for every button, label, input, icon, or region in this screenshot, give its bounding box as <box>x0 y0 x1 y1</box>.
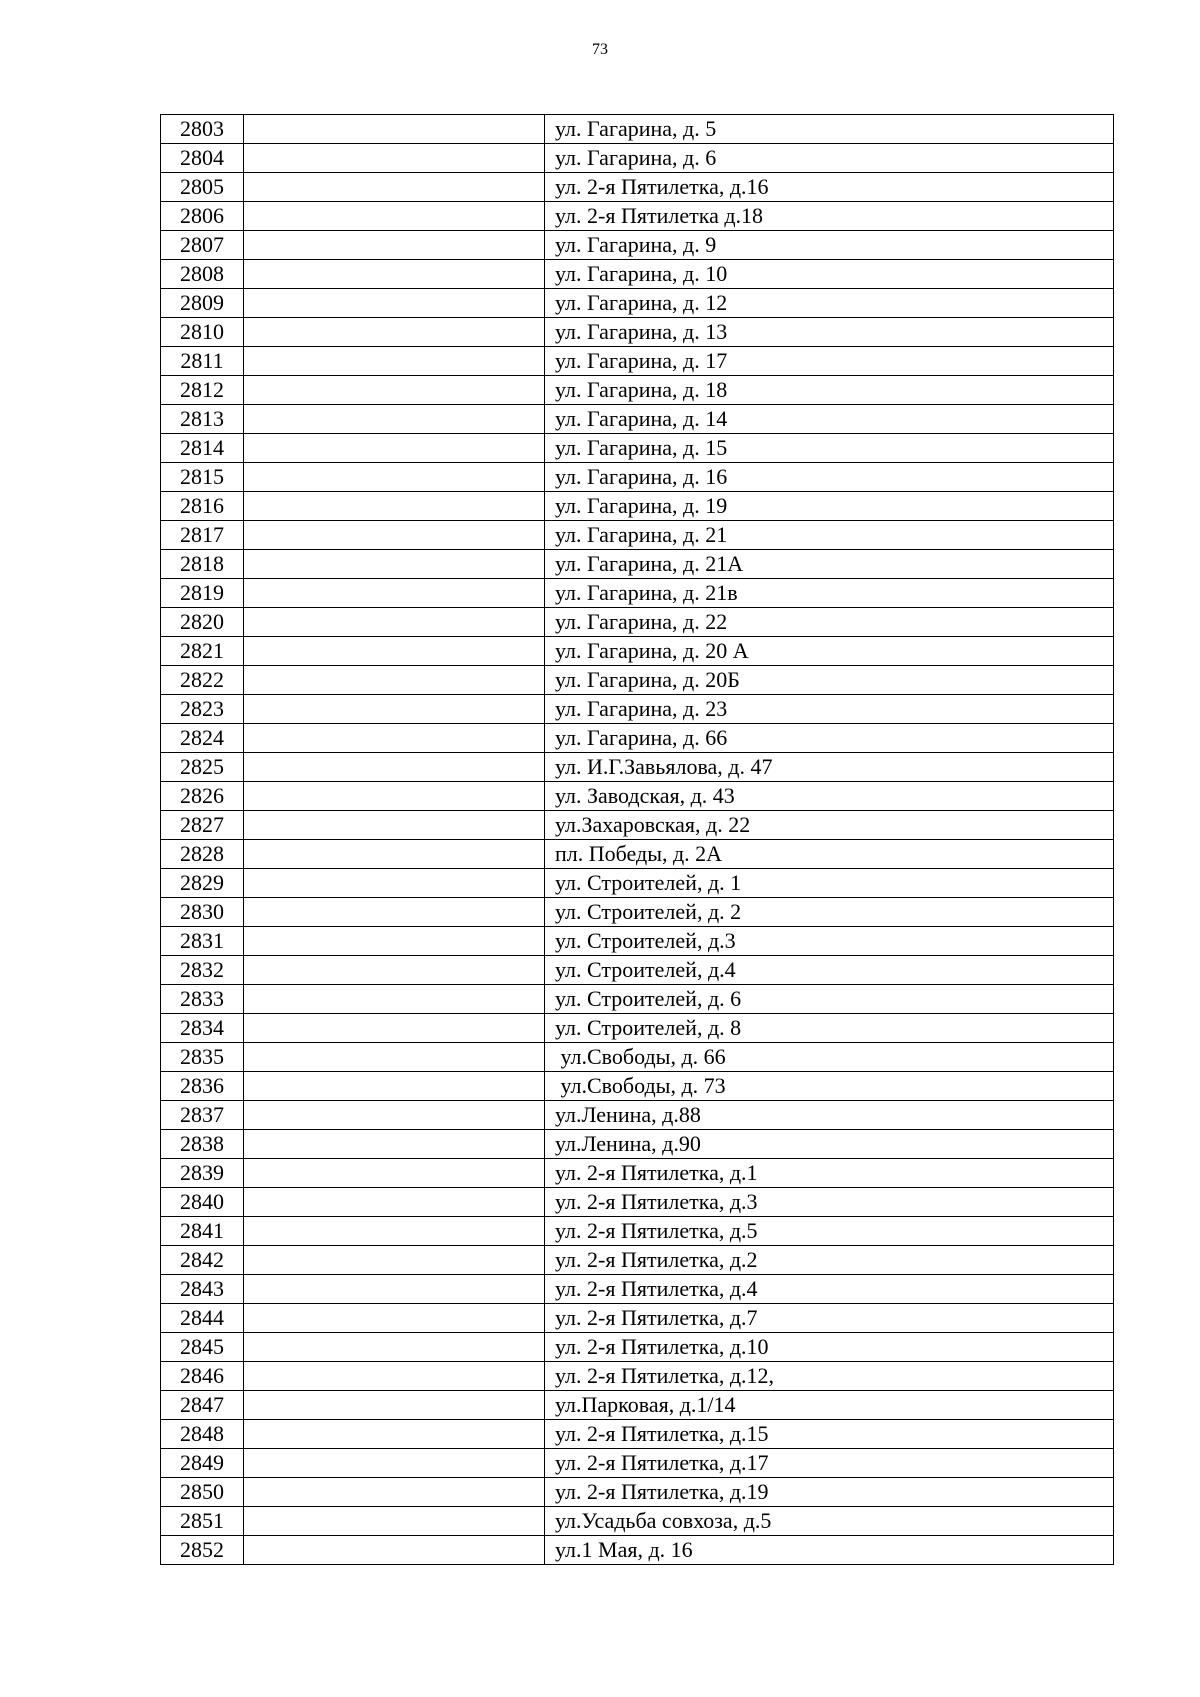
address-cell: ул. 2-я Пятилетка, д.17 <box>545 1449 1114 1478</box>
address-cell: ул. Строителей, д. 8 <box>545 1014 1114 1043</box>
row-number-cell: 2814 <box>161 434 244 463</box>
table-row <box>161 1246 1114 1275</box>
table-row <box>161 405 1114 434</box>
empty-cell <box>244 231 545 260</box>
row-number-cell: 2810 <box>161 318 244 347</box>
empty-cell <box>244 1304 545 1333</box>
table-row <box>161 695 1114 724</box>
table-row <box>161 521 1114 550</box>
address-cell: ул. Гагарина, д. 13 <box>545 318 1114 347</box>
address-cell: ул. 2-я Пятилетка, д.2 <box>545 1246 1114 1275</box>
address-cell: пл. Победы, д. 2А <box>545 840 1114 869</box>
address-cell: ул. Гагарина, д. 16 <box>545 463 1114 492</box>
address-cell: ул. Гагарина, д. 21в <box>545 579 1114 608</box>
empty-cell <box>244 260 545 289</box>
table-row <box>161 202 1114 231</box>
address-cell: ул. Строителей, д.4 <box>545 956 1114 985</box>
row-number-cell: 2842 <box>161 1246 244 1275</box>
row-number-cell: 2840 <box>161 1188 244 1217</box>
address-cell: ул. И.Г.Завьялова, д. 47 <box>545 753 1114 782</box>
table-row <box>161 1449 1114 1478</box>
address-cell: ул. Строителей, д. 1 <box>545 869 1114 898</box>
address-cell: ул. 2-я Пятилетка, д.7 <box>545 1304 1114 1333</box>
table-row <box>161 608 1114 637</box>
row-number-cell: 2841 <box>161 1217 244 1246</box>
empty-cell <box>244 1275 545 1304</box>
empty-cell <box>244 1072 545 1101</box>
row-number-cell: 2826 <box>161 782 244 811</box>
table-row <box>161 1217 1114 1246</box>
row-number-cell: 2846 <box>161 1362 244 1391</box>
row-number-cell: 2839 <box>161 1159 244 1188</box>
row-number-cell: 2822 <box>161 666 244 695</box>
address-cell: ул. Гагарина, д. 9 <box>545 231 1114 260</box>
empty-cell <box>244 115 545 144</box>
address-cell: ул. Строителей, д. 6 <box>545 985 1114 1014</box>
table-row <box>161 144 1114 173</box>
row-number-cell: 2808 <box>161 260 244 289</box>
address-cell: ул. 2-я Пятилетка, д.12, <box>545 1362 1114 1391</box>
address-cell: ул.1 Мая, д. 16 <box>545 1536 1114 1565</box>
table-row <box>161 289 1114 318</box>
table-row <box>161 840 1114 869</box>
address-cell: ул. Строителей, д.3 <box>545 927 1114 956</box>
row-number-cell: 2817 <box>161 521 244 550</box>
address-cell: ул. Гагарина, д. 18 <box>545 376 1114 405</box>
table-row <box>161 550 1114 579</box>
empty-cell <box>244 1420 545 1449</box>
row-number-cell: 2811 <box>161 347 244 376</box>
table-row <box>161 260 1114 289</box>
address-cell: ул. Строителей, д. 2 <box>545 898 1114 927</box>
table-row <box>161 231 1114 260</box>
address-cell: ул. 2-я Пятилетка д.18 <box>545 202 1114 231</box>
row-number-cell: 2816 <box>161 492 244 521</box>
address-cell: ул. 2-я Пятилетка, д.16 <box>545 173 1114 202</box>
empty-cell <box>244 927 545 956</box>
table-row <box>161 1536 1114 1565</box>
table-row <box>161 782 1114 811</box>
row-number-cell: 2831 <box>161 927 244 956</box>
address-cell: ул.Свободы, д. 73 <box>545 1072 1114 1101</box>
table-row <box>161 318 1114 347</box>
empty-cell <box>244 1449 545 1478</box>
page-number: 73 <box>592 41 608 58</box>
address-cell: ул.Парковая, д.1/14 <box>545 1391 1114 1420</box>
empty-cell <box>244 347 545 376</box>
table-row <box>161 898 1114 927</box>
address-cell: ул. Гагарина, д. 22 <box>545 608 1114 637</box>
empty-cell <box>244 1246 545 1275</box>
empty-cell <box>244 898 545 927</box>
row-number-cell: 2823 <box>161 695 244 724</box>
empty-cell <box>244 695 545 724</box>
table-row <box>161 173 1114 202</box>
table-row <box>161 1420 1114 1449</box>
empty-cell <box>244 463 545 492</box>
row-number-cell: 2821 <box>161 637 244 666</box>
row-number-cell: 2806 <box>161 202 244 231</box>
empty-cell <box>244 173 545 202</box>
empty-cell <box>244 666 545 695</box>
empty-cell <box>244 1507 545 1536</box>
address-cell: ул.Свободы, д. 66 <box>545 1043 1114 1072</box>
table-row <box>161 492 1114 521</box>
table-row <box>161 956 1114 985</box>
table-row <box>161 1275 1114 1304</box>
empty-cell <box>244 1188 545 1217</box>
table-row <box>161 376 1114 405</box>
address-table <box>160 114 1114 1565</box>
address-cell: ул. Гагарина, д. 21А <box>545 550 1114 579</box>
address-table-body <box>161 115 1114 1565</box>
empty-cell <box>244 434 545 463</box>
table-row <box>161 666 1114 695</box>
row-number-cell: 2836 <box>161 1072 244 1101</box>
address-cell: ул. Гагарина, д. 10 <box>545 260 1114 289</box>
table-row <box>161 463 1114 492</box>
empty-cell <box>244 869 545 898</box>
row-number-cell: 2851 <box>161 1507 244 1536</box>
empty-cell <box>244 144 545 173</box>
row-number-cell: 2845 <box>161 1333 244 1362</box>
empty-cell <box>244 1101 545 1130</box>
empty-cell <box>244 637 545 666</box>
address-cell: ул. 2-я Пятилетка, д.5 <box>545 1217 1114 1246</box>
empty-cell <box>244 1014 545 1043</box>
row-number-cell: 2820 <box>161 608 244 637</box>
address-cell: ул. Гагарина, д. 17 <box>545 347 1114 376</box>
empty-cell <box>244 782 545 811</box>
empty-cell <box>244 376 545 405</box>
row-number-cell: 2815 <box>161 463 244 492</box>
row-number-cell: 2843 <box>161 1275 244 1304</box>
address-cell: ул. Гагарина, д. 66 <box>545 724 1114 753</box>
address-cell: ул. 2-я Пятилетка, д.3 <box>545 1188 1114 1217</box>
row-number-cell: 2838 <box>161 1130 244 1159</box>
table-row <box>161 1072 1114 1101</box>
row-number-cell: 2809 <box>161 289 244 318</box>
address-cell: ул. Гагарина, д. 12 <box>545 289 1114 318</box>
row-number-cell: 2824 <box>161 724 244 753</box>
address-cell: ул. Гагарина, д. 15 <box>545 434 1114 463</box>
empty-cell <box>244 608 545 637</box>
address-cell: ул. 2-я Пятилетка, д.10 <box>545 1333 1114 1362</box>
empty-cell <box>244 1478 545 1507</box>
address-cell: ул. Гагарина, д. 20 А <box>545 637 1114 666</box>
table-row <box>161 1507 1114 1536</box>
table-row <box>161 1188 1114 1217</box>
row-number-cell: 2818 <box>161 550 244 579</box>
row-number-cell: 2852 <box>161 1536 244 1565</box>
empty-cell <box>244 289 545 318</box>
table-row <box>161 434 1114 463</box>
row-number-cell: 2835 <box>161 1043 244 1072</box>
row-number-cell: 2844 <box>161 1304 244 1333</box>
empty-cell <box>244 202 545 231</box>
table-row <box>161 753 1114 782</box>
row-number-cell: 2848 <box>161 1420 244 1449</box>
empty-cell <box>244 492 545 521</box>
address-cell: ул. Гагарина, д. 21 <box>545 521 1114 550</box>
table-row <box>161 115 1114 144</box>
table-row <box>161 869 1114 898</box>
row-number-cell: 2813 <box>161 405 244 434</box>
table-row <box>161 1159 1114 1188</box>
address-cell: ул.Усадьба совхоза, д.5 <box>545 1507 1114 1536</box>
address-cell: ул. Гагарина, д. 5 <box>545 115 1114 144</box>
row-number-cell: 2833 <box>161 985 244 1014</box>
table-row <box>161 1362 1114 1391</box>
table-row <box>161 1101 1114 1130</box>
empty-cell <box>244 579 545 608</box>
row-number-cell: 2832 <box>161 956 244 985</box>
row-number-cell: 2830 <box>161 898 244 927</box>
table-row <box>161 1478 1114 1507</box>
address-cell: ул.Ленина, д.90 <box>545 1130 1114 1159</box>
table-row <box>161 347 1114 376</box>
empty-cell <box>244 1391 545 1420</box>
empty-cell <box>244 1043 545 1072</box>
empty-cell <box>244 811 545 840</box>
empty-cell <box>244 1362 545 1391</box>
table-row <box>161 927 1114 956</box>
empty-cell <box>244 1130 545 1159</box>
address-cell: ул.Захаровская, д. 22 <box>545 811 1114 840</box>
address-cell: ул. Гагарина, д. 20Б <box>545 666 1114 695</box>
address-cell: ул. Гагарина, д. 14 <box>545 405 1114 434</box>
address-cell: ул. 2-я Пятилетка, д.15 <box>545 1420 1114 1449</box>
row-number-cell: 2834 <box>161 1014 244 1043</box>
table-row <box>161 1130 1114 1159</box>
table-row <box>161 637 1114 666</box>
empty-cell <box>244 753 545 782</box>
address-cell: ул. 2-я Пятилетка, д.4 <box>545 1275 1114 1304</box>
address-cell: ул. 2-я Пятилетка, д.1 <box>545 1159 1114 1188</box>
empty-cell <box>244 840 545 869</box>
empty-cell <box>244 1333 545 1362</box>
table-row <box>161 579 1114 608</box>
empty-cell <box>244 985 545 1014</box>
empty-cell <box>244 956 545 985</box>
row-number-cell: 2807 <box>161 231 244 260</box>
row-number-cell: 2850 <box>161 1478 244 1507</box>
row-number-cell: 2847 <box>161 1391 244 1420</box>
address-cell: ул. Гагарина, д. 23 <box>545 695 1114 724</box>
row-number-cell: 2803 <box>161 115 244 144</box>
row-number-cell: 2828 <box>161 840 244 869</box>
address-cell: ул. 2-я Пятилетка, д.19 <box>545 1478 1114 1507</box>
empty-cell <box>244 318 545 347</box>
address-cell: ул. Гагарина, д. 6 <box>545 144 1114 173</box>
row-number-cell: 2827 <box>161 811 244 840</box>
row-number-cell: 2849 <box>161 1449 244 1478</box>
empty-cell <box>244 550 545 579</box>
empty-cell <box>244 1536 545 1565</box>
table-row <box>161 1043 1114 1072</box>
address-cell: ул. Заводская, д. 43 <box>545 782 1114 811</box>
address-cell: ул. Гагарина, д. 19 <box>545 492 1114 521</box>
row-number-cell: 2805 <box>161 173 244 202</box>
empty-cell <box>244 405 545 434</box>
row-number-cell: 2819 <box>161 579 244 608</box>
empty-cell <box>244 521 545 550</box>
table-row <box>161 724 1114 753</box>
row-number-cell: 2829 <box>161 869 244 898</box>
table-row <box>161 1304 1114 1333</box>
table-row <box>161 1014 1114 1043</box>
table-row <box>161 1391 1114 1420</box>
row-number-cell: 2812 <box>161 376 244 405</box>
address-cell: ул.Ленина, д.88 <box>545 1101 1114 1130</box>
table-row <box>161 811 1114 840</box>
table-row <box>161 1333 1114 1362</box>
empty-cell <box>244 724 545 753</box>
empty-cell <box>244 1159 545 1188</box>
row-number-cell: 2837 <box>161 1101 244 1130</box>
row-number-cell: 2825 <box>161 753 244 782</box>
table-row <box>161 985 1114 1014</box>
row-number-cell: 2804 <box>161 144 244 173</box>
empty-cell <box>244 1217 545 1246</box>
